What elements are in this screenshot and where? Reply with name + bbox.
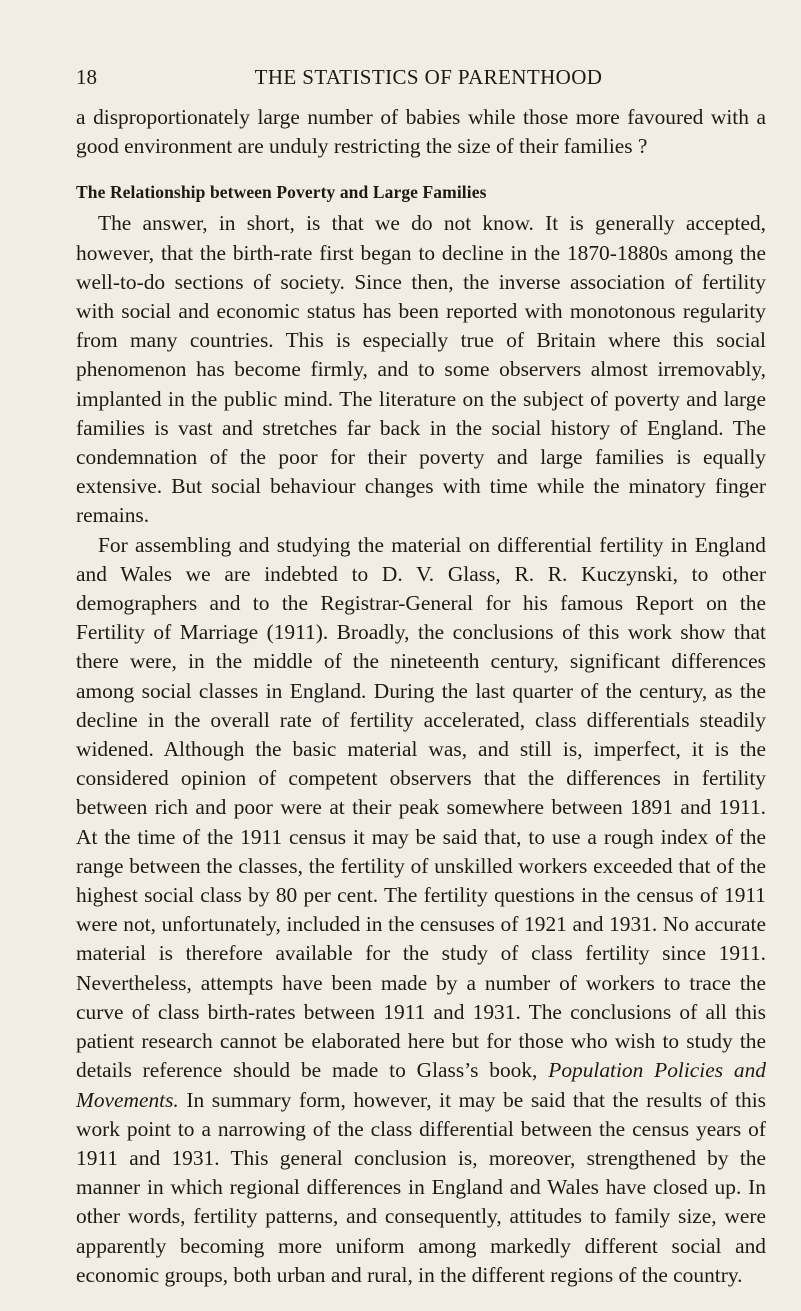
paragraph-text: In summary form, however, it may be said that the results of this work point to a narrowing of the class differential between the census years of 1911 and 1931. This general conclusion is, moreover, strengthened by the manner in which regional differences in England and Wales have closed up. In other words, fertility patterns, and consequently, attitudes to family size, were apparently becoming more uniform among markedly different social and economic groups, both urban and rural, in the different regions of the country. <box>76 1087 766 1287</box>
section-heading: The Relationship between Poverty and Large Families <box>76 182 487 203</box>
paragraph <box>76 531 766 1290</box>
opening-paragraph: a disproportionately large number of babies while those more favoured with a good environment are unduly restricting the size of their families ? <box>76 105 766 159</box>
paragraph-text: For assembling and studying the material on differential fertility in England and Wales we are indebted to D. V. Glass, R. R. Kuczynski, to other demographers and to the Registrar-General for his famous Report on the Fertility of Marriage (1911). Broadly, the conclusions of this work show that there were, in the middle of the nineteenth century, significant differences among social classes in England. During the last quarter of the century, as the decline in the overall rate of fertility accelerated, class differentials steadily widened. Although the basic material was, and still is, imperfect, it is the considered opinion of competent observers that the differences in fertility between rich and poor were at their peak somewhere between 1891 and 1911. At the time of the 1911 census it may be said that, to use a rough index of the range between the classes, the fertility of unskilled workers exceeded that of the highest social class by 80 per cent. The fertility questions in the census of 1911 were not, unfortunately, included in the censuses of 1921 and 1931. No accurate material is therefore available for the study of class fertility since 1911. Nevertheless, attempts have been made by a number of workers to trace the curve of class birth-rates between 1911 and 1931. The conclusions of all this patient research cannot be elaborated here but for those who wish to study the details reference should be made to Glass’s book, <box>76 532 766 1083</box>
running-title: THE STATISTICS OF PARENTHOOD <box>254 65 603 89</box>
book-title: Population Policies and Movements. <box>76 1058 766 1112</box>
page-number: 18 <box>76 65 97 89</box>
running-head <box>76 62 741 92</box>
body-text <box>76 103 766 1290</box>
paragraph: The answer, in short, is that we do not know. It is generally accepted, however, that the birth-rate first began to decline in the 1870-1880s among the well-to-do sections of society. Since then, the inverse association of fertility with social and economic status has been reported with monotonous regularity from many countries. This is especially true of Britain where this social phenomenon has become firmly, and to some observers almost irremovably, implanted in the public mind. The literature on the subject of poverty and large families is vast and stretches far back in the social history of England. The condemnation of the poor for their poverty and large families is equally extensive. But social behaviour changes with time while the minatory finger remains. <box>76 211 766 528</box>
